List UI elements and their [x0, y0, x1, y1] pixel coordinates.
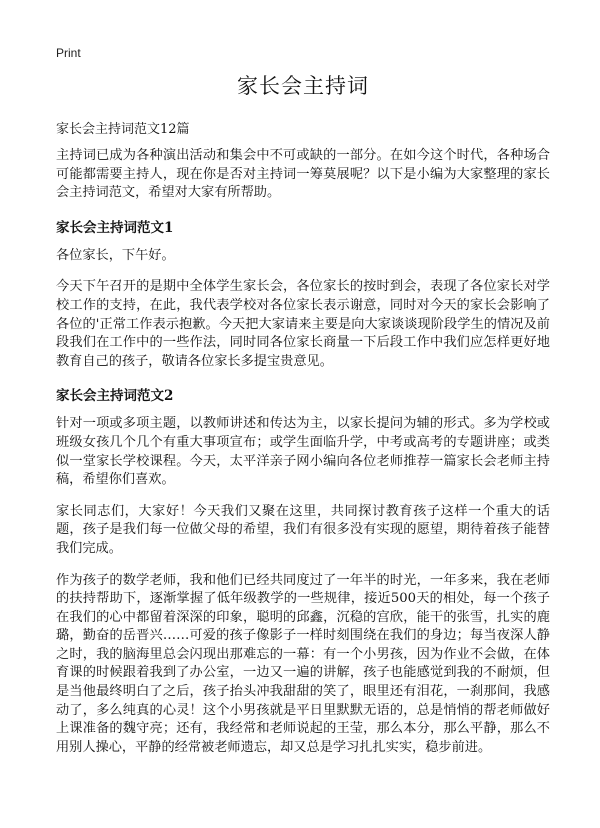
- print-link[interactable]: Print: [56, 46, 81, 60]
- section-heading-1: 家长会主持词范文1: [56, 219, 174, 236]
- document-page: [56, 70, 550, 770]
- section1-paragraph-1: 各位家长，下午好。: [56, 247, 175, 263]
- section2-paragraph-3: 作为孩子的数学老师，我和他们已经共同度过了一年半的时光，一年多来，我在老师的扶持帮助下，逐渐掌握了低年级教学的一些规律，接近500天的相处，每一个孩子在我们的心中都留着深深的印象，聪明的邱鑫，沉稳的宫欣，能干的张雪，扎实的鹿璐，勤奋的岳晋兴……可爱的孩子像影子一样时刻围绕在我们的身边；每当夜深人静之时，我的脑海里总会闪现出那难忘的一幕：有一个小男孩，因为作业不会做，在体育课的时候跟着我到了办公室，一边又一遍的讲解，孩子也能感觉到我的不耐烦，但是当他最终明白了之后，孩子抬头冲我甜甜的笑了，眼里还有泪花，一刹那间，我感动了，多么纯真的心灵！这个小男孩就是平日里默默无语的，总是悄悄的帮老师做好上课准备的魏守亮；还有，我经常和老师说起的王莹，那么本分，那么平静，那么不用别人操心，平静的经常被老师遗忘，却又总是学习扎扎实实，稳步前进。: [56, 572, 550, 755]
- section1-paragraph-2: 今天下午召开的是期中全体学生家长会，各位家长的按时到会，表现了各位家长对学校工作的支持，在此，我代表学校对各位家长表示谢意，同时对今天的家长会影响了各位的'正常工作表示抱歉。今天把大家请来主要是向大家谈谈现阶段学生的情况及前段我们在工作中的一些作法，同时同各位家长商量一下后段工作中我们应怎样更好地教育自己的孩子，敬请各位家长多提宝贵意见。: [56, 279, 550, 369]
- document-title: 家长会主持词: [237, 74, 369, 98]
- section2-paragraph-2: 家长同志们，大家好！今天我们又聚在这里，共同探讨教育孩子这样一个重大的话题，孩子是我们每一位做父母的希望，我们有很多没有实现的愿望，期待着孩子能替我们完成。: [56, 503, 550, 556]
- intro-paragraph: 主持词已成为各种演出活动和集会中不可或缺的一部分。在如今这个时代，各种场合可能都需要主持人，现在你是否对主持词一筹莫展呢？以下是小编为大家整理的家长会主持词范文，希望对大家有所帮助。: [56, 148, 550, 201]
- document-subtitle: 家长会主持词范文12篇: [56, 122, 190, 137]
- section-heading-2: 家长会主持词范文2: [56, 388, 174, 405]
- section2-paragraph-1: 针对一项或多项主题，以教师讲述和传达为主，以家长提问为辅的形式。多为学校或班级女孩几个几个有重大事项宣布；或学生面临升学，中考或高考的专题讲座；或类似一堂家长学校课程。今天，太平洋亲子网小编向各位老师推荐一篇家长会老师主持稿，希望你们喜欢。: [56, 416, 550, 488]
